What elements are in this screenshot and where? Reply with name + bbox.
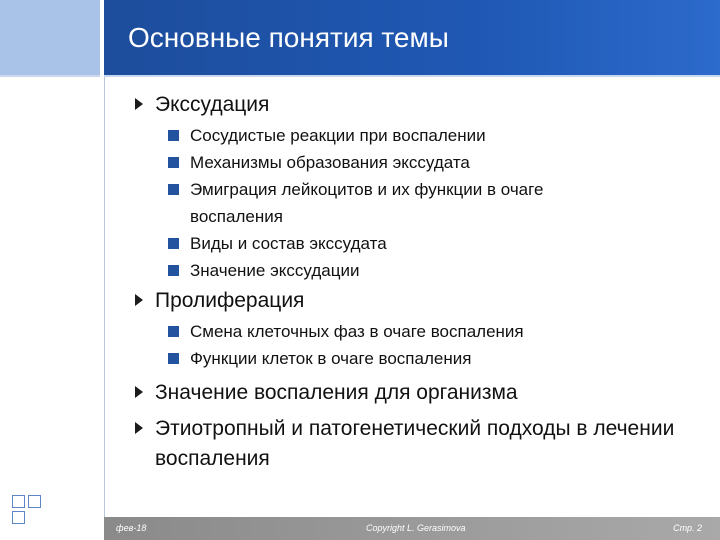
triangle-arrow-icon xyxy=(135,386,143,398)
subtopic-label: Механизмы образования экссудата xyxy=(190,153,470,172)
footer-date: фев-18 xyxy=(116,523,147,533)
subtopic-item xyxy=(168,122,703,149)
title-underline xyxy=(104,75,720,77)
subtopic-list xyxy=(168,122,703,284)
square-bullet-icon xyxy=(168,326,179,337)
left-decor-line xyxy=(0,75,104,77)
slide-title: Основные понятия темы xyxy=(128,22,449,53)
subtopic-label: Сосудистые реакции при воспалении xyxy=(190,126,486,145)
topic-label: Пролиферация xyxy=(155,289,305,312)
subtopic-item xyxy=(168,345,703,372)
four-squares-logo-icon xyxy=(12,495,52,531)
square-bullet-icon xyxy=(168,238,179,249)
left-decor-panel xyxy=(0,0,100,75)
triangle-arrow-icon xyxy=(135,422,143,434)
subtopic-label: Эмиграция лейкоцитов и их функции в очаге воспаления xyxy=(190,180,544,226)
subtopic-item xyxy=(168,149,703,176)
footer-bar xyxy=(104,517,720,540)
footer-copyright: Copyright L. Gerasimova xyxy=(366,523,466,533)
panel-divider xyxy=(100,0,104,540)
topic-label: Этиотропный и патогенетический подходы в лечении воспаления xyxy=(155,417,675,470)
topic-label: Значение воспаления для организма xyxy=(155,381,518,404)
topic-item xyxy=(133,414,675,474)
subtopic-label: Функции клеток в очаге воспаления xyxy=(190,349,472,368)
subtopic-item xyxy=(168,257,703,284)
topic-item xyxy=(133,286,703,316)
square-bullet-icon xyxy=(168,265,179,276)
topic-item xyxy=(133,90,703,120)
footer-page-number: Стр. 2 xyxy=(673,523,702,533)
subtopic-item xyxy=(168,176,590,230)
subtopic-label: Виды и состав экссудата xyxy=(190,234,387,253)
subtopic-list xyxy=(168,318,703,372)
vertical-rule xyxy=(104,77,105,517)
topic-item xyxy=(133,378,703,408)
square-bullet-icon xyxy=(168,184,179,195)
topic-list xyxy=(133,90,703,474)
square-bullet-icon xyxy=(168,130,179,141)
subtopic-item xyxy=(168,318,703,345)
triangle-arrow-icon xyxy=(135,98,143,110)
square-bullet-icon xyxy=(168,157,179,168)
subtopic-item xyxy=(168,230,703,257)
triangle-arrow-icon xyxy=(135,294,143,306)
subtopic-label: Смена клеточных фаз в очаге воспаления xyxy=(190,322,524,341)
subtopic-label: Значение экссудации xyxy=(190,261,360,280)
topic-label: Экссудация xyxy=(155,93,270,116)
square-bullet-icon xyxy=(168,353,179,364)
